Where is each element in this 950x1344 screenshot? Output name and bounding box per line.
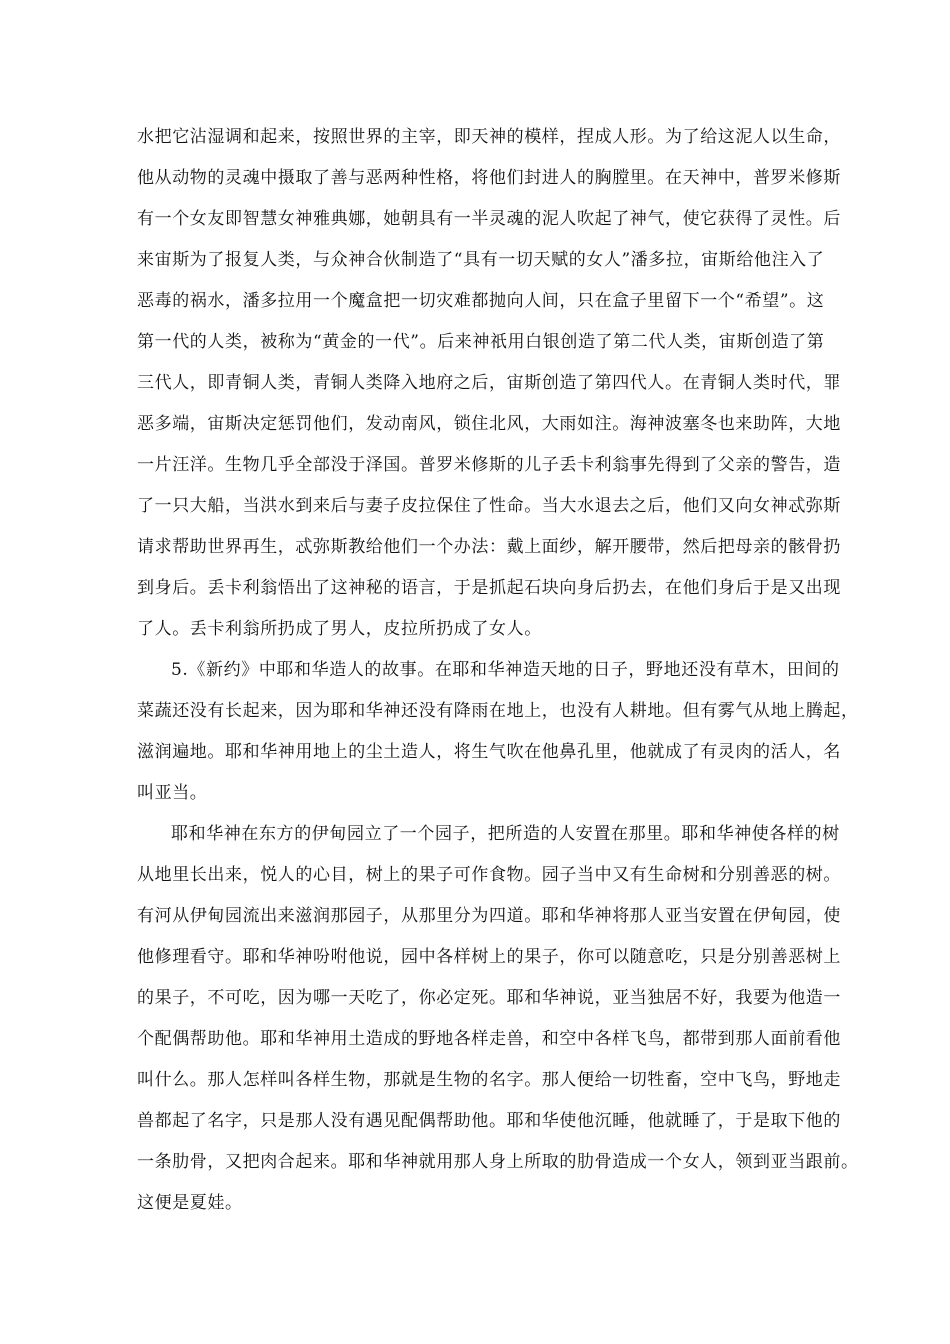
text-line: 三代人，即青铜人类，青铜人类降入地府之后，宙斯创造了第四代人。在青铜人类时代，罪 (137, 373, 841, 393)
text-line: 叫什么。那人怎样叫各样生物，那就是生物的名字。那人便给一切牲畜，空中飞鸟，野地走 (137, 1070, 841, 1090)
text-line: 叫亚当。 (137, 783, 208, 803)
text-line: 他从动物的灵魂中摄取了善与恶两种性格，将他们封进人的胸膛里。在天神中，普罗米修斯 (137, 168, 841, 188)
text-line: 个配偶帮助他。耶和华神用土造成的野地各样走兽，和空中各样飞鸟，都带到那人面前看他 (137, 1029, 841, 1049)
text-line: 一条肋骨，又把肉合起来。耶和华神就用那人身上所取的肋骨造成一个女人，领到亚当跟前。 (137, 1152, 859, 1172)
text-line: 从地里长出来，悦人的心目，树上的果子可作食物。园子当中又有生命树和分别善恶的树。 (137, 865, 841, 885)
text-line: 到身后。丢卡利翁悟出了这神秘的语言，于是抓起石块向身后扔去，在他们身后于是又出现 (137, 578, 841, 598)
text-line: 滋润遍地。耶和华神用地上的尘土造人，将生气吹在他鼻孔里，他就成了有灵肉的活人，名 (137, 742, 841, 762)
text-line: 他修理看守。耶和华神吩咐他说，园中各样树上的果子，你可以随意吃，只是分别善恶树上 (137, 947, 841, 967)
text-line: 第一代的人类，被称为“黄金的一代”。后来神祇用白银创造了第二代人类，宙斯创造了第 (137, 332, 825, 352)
text-line: 水把它沾湿调和起来，按照世界的主宰，即天神的模样，捏成人形。为了给这泥人以生命， (137, 127, 841, 147)
text-line: 了人。丢卡利翁所扔成了男人，皮拉所扔成了女人。 (137, 619, 542, 639)
text-line: 的果子，不可吃，因为哪一天吃了，你必定死。耶和华神说，亚当独居不好，我要为他造一 (137, 988, 841, 1008)
paragraph-first-line: 耶和华神在东方的伊甸园立了一个园子，把所造的人安置在那里。耶和华神使各样的树 (171, 824, 840, 844)
text-line: 兽都起了名字，只是那人没有遇见配偶帮助他。耶和华使他沉睡，他就睡了，于是取下他的 (137, 1111, 841, 1131)
text-line: 一片汪洋。生物几乎全部没于泽国。普罗米修斯的儿子丢卡利翁事先得到了父亲的警告，造 (137, 455, 841, 475)
text-line: 了一只大船，当洪水到来后与妻子皮拉保住了性命。当大水退去之后，他们又向女神忒弥斯 (137, 496, 841, 516)
text-line: 有河从伊甸园流出来滋润那园子，从那里分为四道。耶和华神将那人亚当安置在伊甸园，使 (137, 906, 841, 926)
text-line: 恶毒的祸水，潘多拉用一个魔盒把一切灾难都抛向人间，只在盒子里留下一个“希望”。这 (137, 291, 825, 311)
text-line: 来宙斯为了报复人类，与众神合伙制造了“具有一切天赋的女人”潘多拉，宙斯给他注入了 (137, 250, 825, 270)
text-line: 菜蔬还没有长起来，因为耶和华神还没有降雨在地上，也没有人耕地。但有雾气从地上腾起， (137, 701, 859, 721)
section-heading-line: 5.《新约》中耶和华造人的故事。在耶和华神造天地的日子，野地还没有草木，田间的 (171, 660, 840, 680)
text-line: 这便是夏娃。 (137, 1193, 243, 1213)
text-line: 请求帮助世界再生，忒弥斯教给他们一个办法：戴上面纱，解开腰带，然后把母亲的骸骨扔 (137, 537, 841, 557)
text-line: 恶多端，宙斯决定惩罚他们，发动南风，锁住北风，大雨如注。海神波塞冬也来助阵，大地 (137, 414, 841, 434)
text-line: 有一个女友即智慧女神雅典娜，她朝具有一半灵魂的泥人吹起了神气，使它获得了灵性。后 (137, 209, 841, 229)
